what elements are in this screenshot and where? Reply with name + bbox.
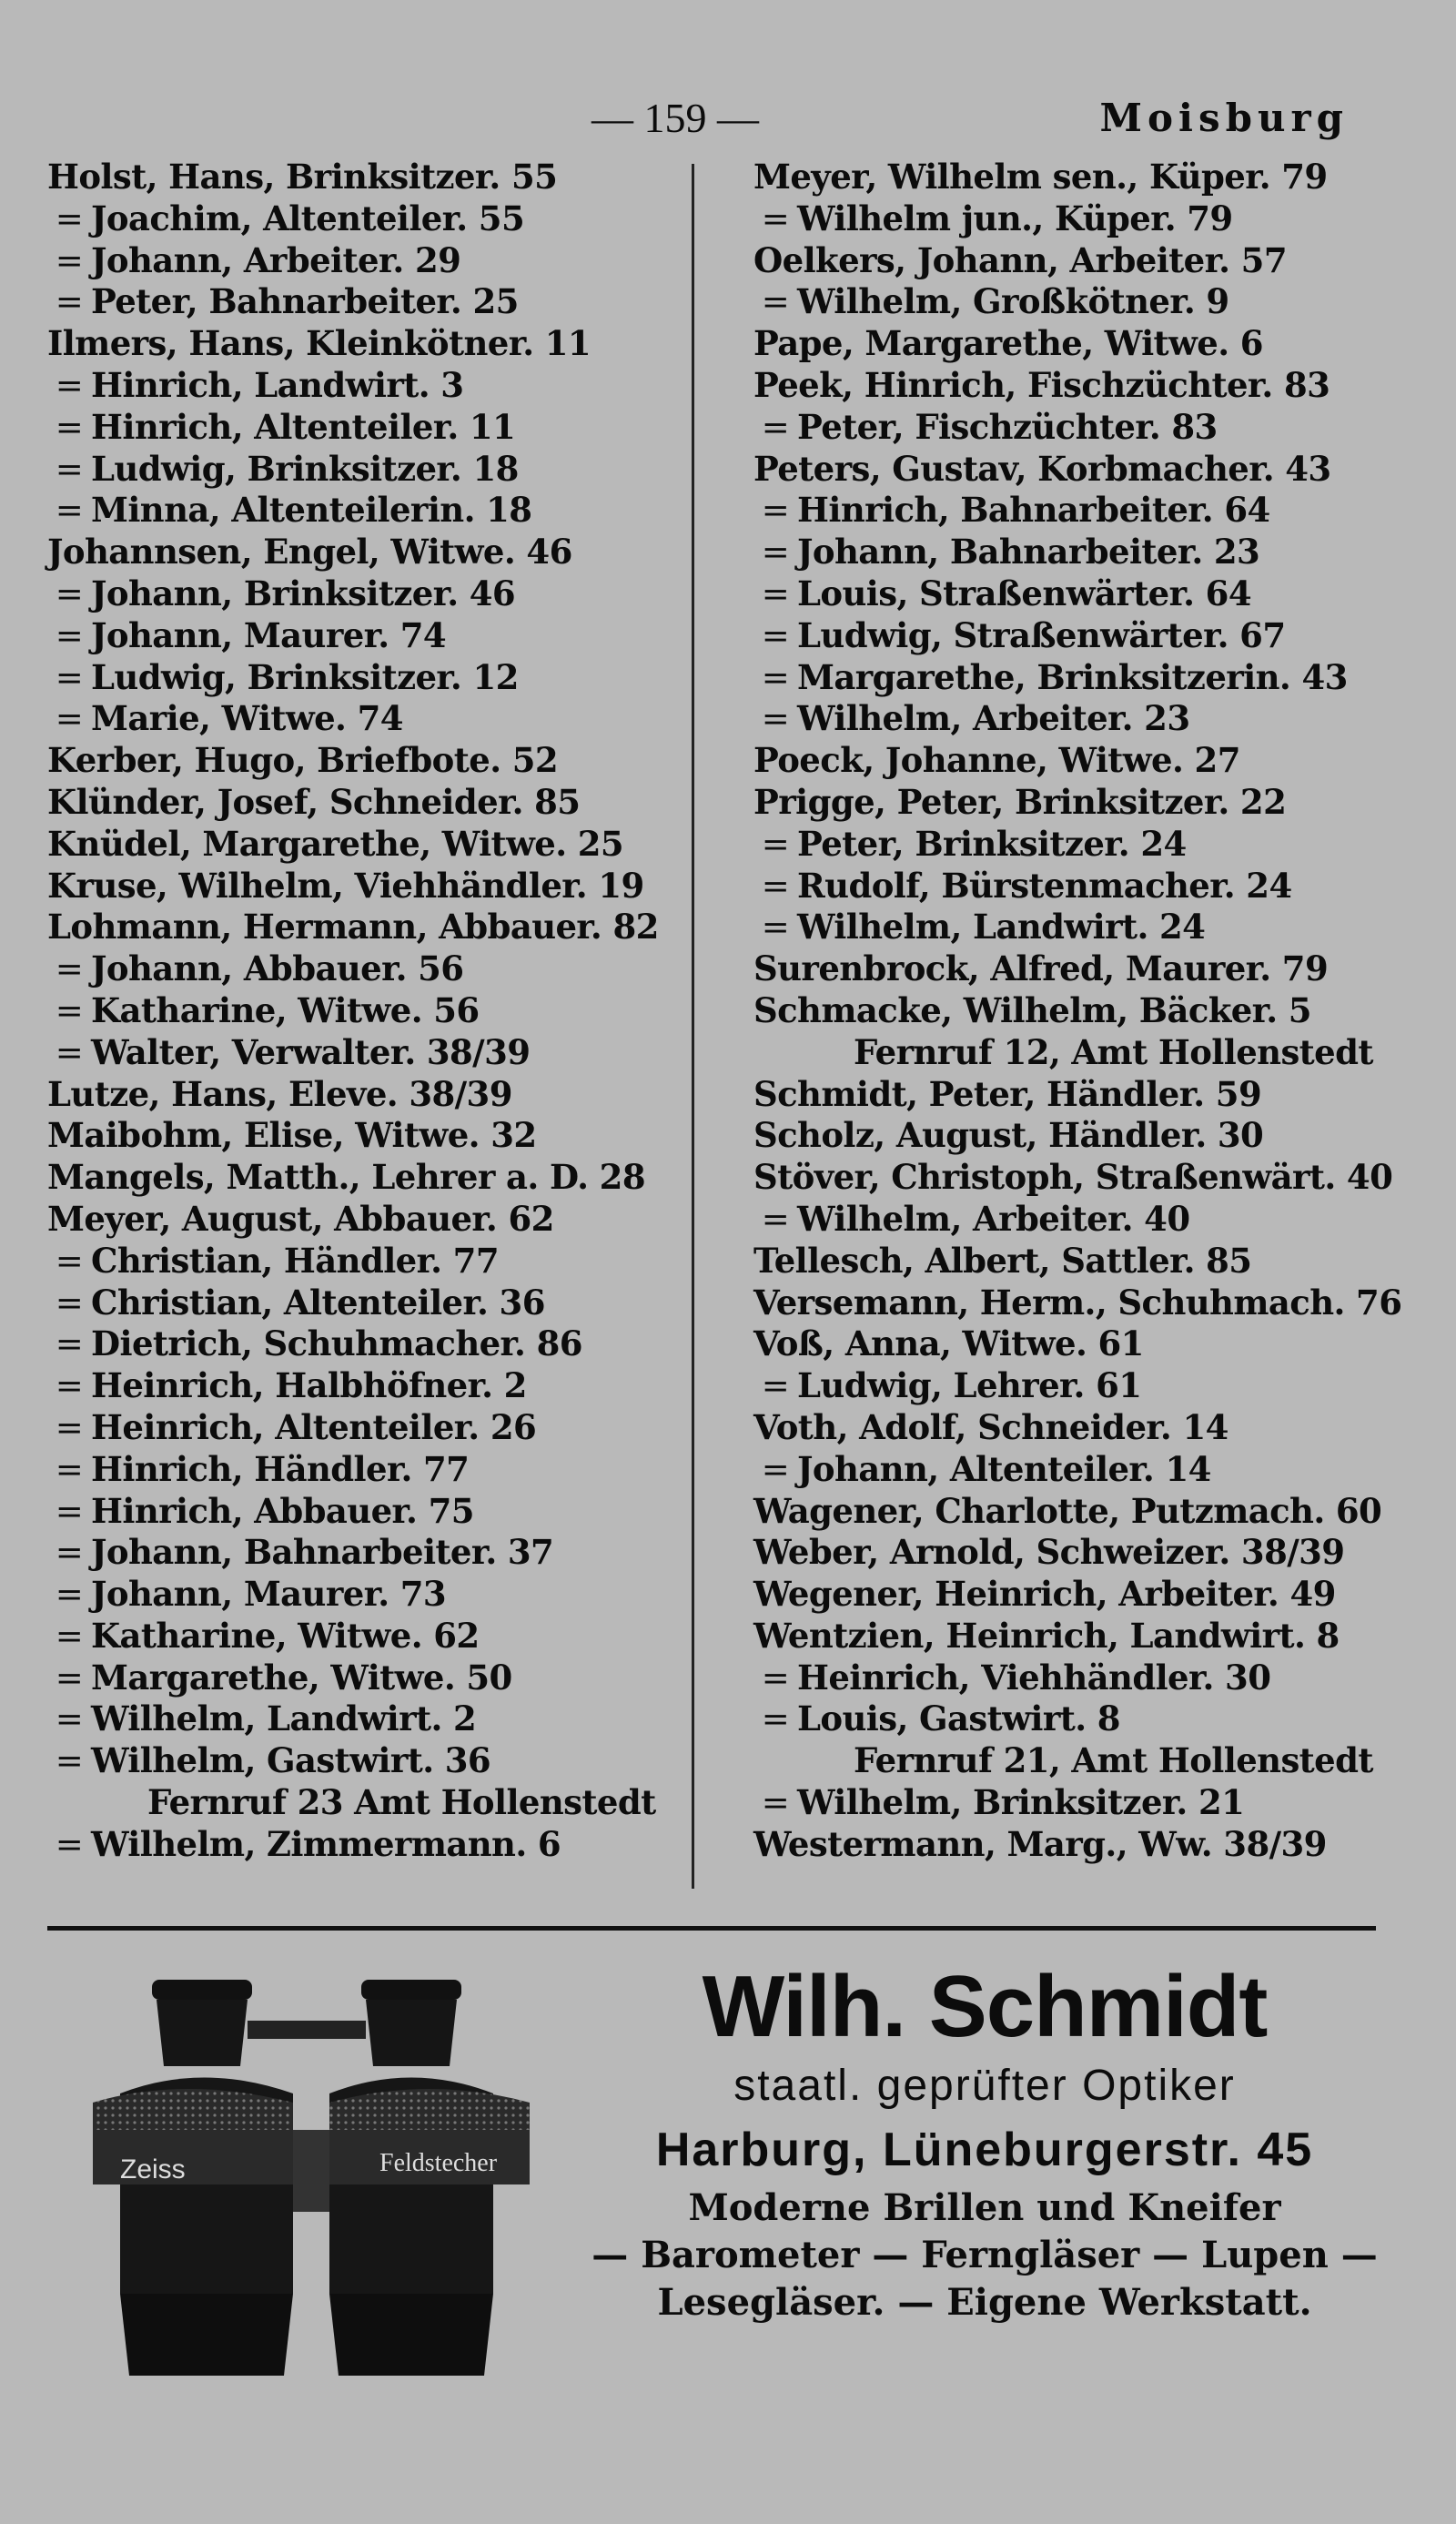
ditto-mark: = (55, 657, 84, 697)
left-column (47, 157, 684, 1866)
directory-entry (753, 1616, 1381, 1657)
directory-entry (753, 1157, 1393, 1199)
entry-text: Mangels, Matth., Lehrer a. D. 28 (47, 1157, 645, 1198)
entry-text: Minna, Altenteilerin. 18 (91, 490, 532, 531)
entry-text: Katharine, Witwe. 62 (91, 1615, 480, 1656)
entry-text: Ludwig, Straßenwärter. 67 (797, 614, 1286, 655)
directory-entry (753, 240, 1381, 282)
directory-entry (753, 615, 1381, 657)
ad-line-2: — Barometer — Ferngläser — Lupen — (592, 2234, 1378, 2276)
ditto-mark: = (55, 1824, 84, 1864)
directory-entry (47, 1199, 684, 1241)
entry-text: Hinrich, Altenteiler. 11 (91, 406, 516, 447)
directory-entry (753, 1115, 1381, 1157)
directory-entry (47, 1740, 684, 1782)
entry-text: Wilhelm, Arbeiter. 23 (797, 698, 1190, 739)
ditto-mark: = (761, 1699, 790, 1739)
entry-text: Maibohm, Elise, Witwe. 32 (47, 1115, 537, 1156)
directory-entry (47, 490, 684, 532)
ditto-mark: = (55, 365, 84, 405)
directory-entry (47, 1365, 684, 1407)
entry-text: Walter, Verwalter. 38/39 (91, 1031, 531, 1072)
entry-text: Hinrich, Händler. 77 (91, 1448, 470, 1489)
ad-text-block (584, 1948, 1385, 2326)
directory-entry (47, 407, 684, 449)
entry-text: Johann, Bahnarbeiter. 37 (91, 1532, 554, 1573)
ad-address: Harburg, Lüneburgerstr. 45 (655, 2124, 1314, 2176)
ditto-mark: = (761, 1657, 790, 1698)
entry-text: Wagener, Charlotte, Putzmach. 60 (753, 1490, 1382, 1531)
directory-entry (753, 490, 1381, 532)
ditto-mark: = (55, 1616, 84, 1656)
entry-text: Wilhelm, Brinksitzer. 21 (797, 1782, 1245, 1823)
entry-text: Fernruf 12, Amt Hollenstedt (854, 1031, 1373, 1072)
ditto-mark: = (761, 282, 790, 322)
directory-entry (753, 157, 1381, 198)
directory-entry (753, 948, 1381, 990)
entry-text: Margarethe, Witwe. 50 (91, 1657, 512, 1698)
directory-entry (47, 615, 684, 657)
directory-entry (47, 281, 684, 323)
ditto-mark: = (55, 1491, 84, 1531)
entry-text: Ludwig, Brinksitzer. 18 (91, 448, 519, 489)
ditto-mark: = (55, 1241, 84, 1281)
entry-text: Wilhelm, Großkötner. 9 (797, 281, 1229, 322)
directory-entry (753, 990, 1381, 1032)
entry-text: Pape, Margarethe, Witwe. 6 (753, 323, 1263, 364)
entry-text: Peters, Gustav, Korbmacher. 43 (753, 448, 1331, 489)
entry-text: Peter, Brinksitzer. 24 (797, 823, 1187, 864)
directory-entry (47, 740, 684, 782)
directory-entry (47, 1698, 684, 1740)
ditto-mark: = (761, 1449, 790, 1489)
directory-entry (753, 1532, 1381, 1574)
entry-text: Johann, Altenteiler. 14 (797, 1448, 1211, 1489)
ditto-mark: = (761, 198, 790, 238)
entry-text: Fernruf 23 Amt Hollenstedt (147, 1782, 656, 1823)
page-header (0, 86, 1456, 159)
directory-entry (47, 948, 684, 990)
directory-entry (47, 1074, 684, 1116)
directory-entry (47, 1241, 684, 1282)
directory-entry (753, 573, 1381, 615)
entry-text: Johann, Bahnarbeiter. 23 (797, 532, 1260, 573)
entry-text: Hinrich, Bahnarbeiter. 64 (797, 490, 1270, 531)
directory-entry (47, 240, 684, 282)
directory-entry (753, 365, 1381, 407)
entry-text: Johann, Maurer. 74 (91, 614, 447, 655)
entry-text: Joachim, Altenteiler. 55 (91, 198, 525, 238)
ad-company-name: Wilh. Schmidt (702, 1958, 1268, 2055)
ditto-mark: = (55, 990, 84, 1030)
directory-entry (753, 281, 1381, 323)
directory-entry (753, 866, 1381, 907)
entry-text: Peek, Hinrich, Fischzüchter. 83 (753, 364, 1330, 405)
directory-entry (47, 1574, 684, 1616)
entry-text: Ilmers, Hans, Kleinkötner. 11 (47, 323, 592, 364)
entry-text: Fernruf 21, Amt Hollenstedt (854, 1740, 1373, 1781)
entry-text: Klünder, Josef, Schneider. 85 (47, 781, 581, 822)
ad-subtitle: staatl. geprüfter Optiker (733, 2062, 1236, 2110)
ditto-mark: = (55, 1324, 84, 1364)
directory-entry (47, 198, 684, 240)
directory-entry (753, 449, 1381, 491)
directory-entry (47, 1491, 684, 1533)
entry-text: Wilhelm, Gastwirt. 36 (91, 1740, 491, 1781)
entry-text: Johann, Arbeiter. 29 (91, 239, 461, 280)
right-column (753, 157, 1402, 1866)
entry-text: Westermann, Marg., Ww. 38/39 (753, 1823, 1327, 1864)
directory-entry (47, 1824, 684, 1866)
binocular-right-label: Feldstecher (379, 2149, 498, 2177)
entry-text: Johann, Abbauer. 56 (91, 948, 464, 989)
directory-entry (753, 1199, 1381, 1241)
entry-text: Louis, Straßenwärter. 64 (797, 573, 1251, 613)
entry-text: Peter, Fischzüchter. 83 (797, 406, 1218, 447)
directory-entry (753, 698, 1381, 740)
entry-text: Ludwig, Brinksitzer. 12 (91, 656, 519, 697)
ditto-mark: = (55, 198, 84, 238)
ditto-mark: = (55, 573, 84, 613)
directory-entry (753, 1491, 1381, 1533)
entry-text: Wilhelm jun., Küper. 79 (797, 198, 1233, 238)
entry-text: Voth, Adolf, Schneider. 14 (753, 1406, 1228, 1447)
directory-entry (753, 1282, 1402, 1324)
entry-text: Johannsen, Engel, Witwe. 46 (47, 532, 572, 573)
directory-entry (753, 1407, 1381, 1449)
ditto-mark: = (55, 949, 84, 989)
directory-entry (753, 1074, 1381, 1116)
ditto-mark: = (761, 1366, 790, 1406)
entry-text: Schmidt, Peter, Händler. 59 (753, 1073, 1262, 1114)
entry-text: Heinrich, Viehhändler. 30 (797, 1657, 1271, 1698)
directory-entry (753, 657, 1381, 699)
entry-text: Peter, Bahnarbeiter. 25 (91, 281, 519, 322)
directory-entry (753, 532, 1381, 573)
entry-text: Versemann, Herm., Schuhmach. 76 (753, 1282, 1402, 1323)
entry-text: Tellesch, Albert, Sattler. 85 (753, 1240, 1252, 1281)
directory-entry (47, 782, 684, 824)
directory-entry (47, 657, 684, 699)
ditto-mark: = (761, 657, 790, 697)
directory-entry (47, 532, 684, 573)
ditto-mark: = (761, 1199, 790, 1239)
ditto-mark: = (55, 1657, 84, 1698)
directory-entry (753, 1782, 1381, 1824)
directory-entry (47, 365, 684, 407)
ditto-mark: = (55, 1741, 84, 1781)
ditto-mark: = (55, 407, 84, 447)
entry-text: Voß, Anna, Witwe. 61 (753, 1323, 1144, 1364)
entry-text: Meyer, August, Abbauer. 62 (47, 1198, 554, 1239)
directory-entry (47, 1115, 684, 1157)
ditto-mark: = (761, 1783, 790, 1823)
entry-text: Holst, Hans, Brinksitzer. 55 (47, 157, 558, 197)
entry-text: Kruse, Wilhelm, Viehhändler. 19 (47, 865, 644, 906)
entry-text: Meyer, Wilhelm sen., Küper. 79 (753, 157, 1328, 197)
entry-text: Hinrich, Abbauer. 75 (91, 1490, 474, 1531)
ditto-mark: = (761, 699, 790, 739)
entry-text: Wilhelm, Landwirt. 24 (797, 907, 1206, 948)
entry-text: Oelkers, Johann, Arbeiter. 57 (753, 239, 1287, 280)
entry-text: Louis, Gastwirt. 8 (797, 1698, 1120, 1739)
ditto-mark: = (55, 1032, 84, 1072)
binocular-left-label: Zeiss (120, 2154, 186, 2184)
directory-entry (753, 1740, 1381, 1782)
ditto-mark: = (55, 1575, 84, 1615)
directory-entry (753, 198, 1381, 240)
page-number: — 159 — (592, 95, 759, 141)
ditto-mark: = (761, 407, 790, 447)
entry-text: Scholz, August, Händler. 30 (753, 1115, 1264, 1156)
entry-text: Katharine, Witwe. 56 (91, 989, 480, 1030)
directory-entry (753, 824, 1381, 866)
ditto-mark: = (55, 491, 84, 531)
ad-line-1: Moderne Brillen und Kneifer (688, 2186, 1281, 2229)
ditto-mark: = (761, 824, 790, 864)
entry-text: Lutze, Hans, Eleve. 38/39 (47, 1073, 512, 1114)
entry-text: Rudolf, Bürstenmacher. 24 (797, 865, 1292, 906)
directory-entry (47, 907, 684, 948)
directory-entry (47, 1782, 684, 1824)
entry-text: Kerber, Hugo, Briefbote. 52 (47, 740, 559, 781)
advertisement (47, 1948, 1376, 2458)
entry-text: Wentzien, Heinrich, Landwirt. 8 (753, 1615, 1340, 1656)
directory-entry (753, 1241, 1381, 1282)
directory-entry (47, 1282, 684, 1324)
entry-text: Knüdel, Margarethe, Witwe. 25 (47, 823, 624, 864)
directory-entry (753, 907, 1381, 948)
entry-text: Marie, Witwe. 74 (91, 698, 403, 739)
entry-text: Dietrich, Schuhmacher. 86 (91, 1323, 582, 1364)
entry-text: Heinrich, Halbhöfner. 2 (91, 1365, 527, 1406)
entry-text: Wilhelm, Arbeiter. 40 (797, 1198, 1190, 1239)
entry-text: Poeck, Johanne, Witwe. 27 (753, 740, 1240, 781)
entry-text: Christian, Altenteiler. 36 (91, 1282, 545, 1323)
entry-text: Wilhelm, Zimmermann. 6 (91, 1823, 561, 1864)
binoculars-image (66, 1966, 575, 2394)
ditto-mark: = (55, 1366, 84, 1406)
ditto-mark: = (55, 1533, 84, 1573)
ditto-mark: = (761, 532, 790, 573)
directory-entry (753, 1032, 1381, 1074)
directory-entry (753, 1449, 1381, 1491)
entry-text: Ludwig, Lehrer. 61 (797, 1365, 1142, 1406)
entry-text: Lohmann, Hermann, Abbauer. 82 (47, 907, 659, 948)
directory-entry (47, 1449, 684, 1491)
entry-text: Surenbrock, Alfred, Maurer. 79 (753, 948, 1329, 989)
ditto-mark: = (55, 615, 84, 655)
entry-text: Wegener, Heinrich, Arbeiter. 49 (753, 1574, 1336, 1615)
directory-entry (753, 782, 1381, 824)
entry-text: Johann, Brinksitzer. 46 (91, 573, 516, 613)
horizontal-divider (47, 1926, 1376, 1931)
directory-entry (47, 323, 684, 365)
ditto-mark: = (55, 699, 84, 739)
directory-entry (47, 1616, 684, 1657)
directory-entry (47, 1032, 684, 1074)
ditto-mark: = (761, 491, 790, 531)
entry-text: Hinrich, Landwirt. 3 (91, 364, 464, 405)
entry-text: Heinrich, Altenteiler. 26 (91, 1406, 537, 1447)
directory-entry (47, 1407, 684, 1449)
entry-text: Weber, Arnold, Schweizer. 38/39 (753, 1532, 1345, 1573)
ditto-mark: = (55, 1407, 84, 1447)
directory-entry (47, 157, 684, 198)
ditto-mark: = (55, 1449, 84, 1489)
directory-entry (753, 1323, 1381, 1365)
directory-entry (753, 740, 1381, 782)
entry-text: Wilhelm, Landwirt. 2 (91, 1698, 477, 1739)
ditto-mark: = (55, 1282, 84, 1323)
directory-entry (47, 990, 684, 1032)
ditto-mark: = (55, 282, 84, 322)
ad-line-3: Lesegläser. — Eigene Werkstatt. (657, 2281, 1312, 2324)
directory-entry (753, 1824, 1381, 1866)
directory-entry (47, 698, 684, 740)
directory-entry (47, 1157, 684, 1199)
entry-text: Margarethe, Brinksitzerin. 43 (797, 656, 1348, 697)
directory-entry (753, 1365, 1381, 1407)
directory-entry (753, 1657, 1381, 1699)
column-divider (692, 164, 694, 1889)
directory-entry (47, 1657, 684, 1699)
entry-text: Prigge, Peter, Brinksitzer. 22 (753, 781, 1287, 822)
ditto-mark: = (761, 866, 790, 906)
directory-entry (753, 407, 1381, 449)
directory-entry (753, 323, 1381, 365)
entry-text: Stöver, Christoph, Straßenwärt. 40 (753, 1157, 1393, 1198)
ditto-mark: = (55, 240, 84, 280)
ditto-mark: = (761, 615, 790, 655)
entry-text: Schmacke, Wilhelm, Bäcker. 5 (753, 989, 1311, 1030)
entry-text: Johann, Maurer. 73 (91, 1574, 447, 1615)
directory-entry (47, 866, 684, 907)
ditto-mark: = (761, 573, 790, 613)
directory-entry (47, 1323, 684, 1365)
place-name: Moisburg (1099, 96, 1349, 140)
directory-entry (753, 1698, 1381, 1740)
directory-entry (47, 573, 684, 615)
directory-entry (47, 1532, 684, 1574)
directory-entry (47, 824, 684, 866)
ditto-mark: = (55, 1699, 84, 1739)
entry-text: Christian, Händler. 77 (91, 1240, 499, 1281)
ditto-mark: = (761, 907, 790, 948)
ditto-mark: = (55, 449, 84, 489)
directory-entry (753, 1574, 1381, 1616)
directory-entry (47, 449, 684, 491)
